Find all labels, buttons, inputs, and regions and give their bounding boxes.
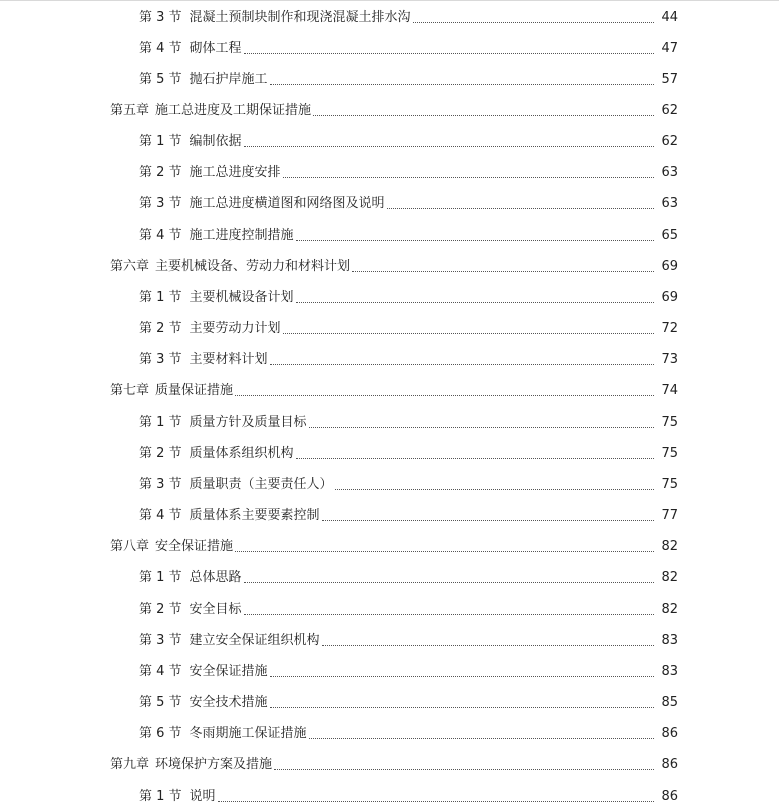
toc-entry-title: 建立安全保证组织机构 <box>189 633 320 648</box>
toc-entry-number: 第 3 节 <box>139 10 182 25</box>
toc-entry-page-number: 86 <box>661 757 678 772</box>
toc-entry-title: 安全保证措施 <box>155 539 234 554</box>
toc-entry-page-number: 69 <box>661 259 678 274</box>
toc-entry-title: 施工总进度横道图和网络图及说明 <box>189 196 385 211</box>
toc-entry-title: 抛石护岸施工 <box>189 72 268 87</box>
toc-entry-title: 主要机械设备、劳动力和材料计划 <box>155 259 351 274</box>
toc-entry-section[interactable] <box>0 409 779 431</box>
toc-entry-page-number: 47 <box>661 41 678 56</box>
toc-entry-page-number: 75 <box>661 415 678 430</box>
toc-entry-page-number: 44 <box>661 10 678 25</box>
toc-entry-section[interactable] <box>0 440 779 462</box>
toc-entry-chapter[interactable] <box>0 97 779 119</box>
toc-entry-number: 第九章 <box>110 757 150 772</box>
toc-entry-number: 第 2 节 <box>139 321 182 336</box>
toc-entry-number: 第 4 节 <box>139 41 182 56</box>
toc-entry-page-number: 62 <box>661 134 678 149</box>
toc-entry-section[interactable] <box>0 315 779 337</box>
toc-entry-title: 质量职责（主要责任人） <box>189 477 333 492</box>
toc-entry-section[interactable] <box>0 627 779 649</box>
toc-dot-leader <box>352 270 654 272</box>
toc-entry-title: 质量体系主要要素控制 <box>189 508 320 523</box>
toc-entry-title: 主要材料计划 <box>189 352 268 367</box>
toc-dot-leader <box>413 21 654 23</box>
toc-entry-page-number: 82 <box>661 602 678 617</box>
toc-entry-page-number: 63 <box>661 165 678 180</box>
toc-dot-leader <box>270 83 654 85</box>
toc-entry-number: 第 3 节 <box>139 477 182 492</box>
toc-entry-section[interactable] <box>0 720 779 742</box>
toc-entry-section[interactable] <box>0 346 779 368</box>
toc-entry-section[interactable] <box>0 658 779 680</box>
toc-entry-page-number: 75 <box>661 477 678 492</box>
toc-entry-chapter[interactable] <box>0 751 779 773</box>
toc-entry-title: 施工总进度安排 <box>189 165 281 180</box>
toc-entry-page-number: 74 <box>661 383 678 398</box>
toc-dot-leader <box>335 488 654 490</box>
toc-entry-title: 主要劳动力计划 <box>189 321 281 336</box>
toc-entry-page-number: 62 <box>661 103 678 118</box>
toc-dot-leader <box>283 176 654 178</box>
toc-entry-number: 第 2 节 <box>139 446 182 461</box>
toc-entry-section[interactable] <box>0 284 779 306</box>
toc-entry-number: 第 4 节 <box>139 664 182 679</box>
toc-entry-section[interactable] <box>0 66 779 88</box>
toc-dot-leader <box>322 644 654 646</box>
toc-entry-number: 第 5 节 <box>139 72 182 87</box>
toc-entry-page-number: 83 <box>661 633 678 648</box>
toc-dot-leader <box>235 550 654 552</box>
toc-entry-title: 混凝土预制块制作和现浇混凝土排水沟 <box>189 10 411 25</box>
toc-entry-number: 第 1 节 <box>139 134 182 149</box>
toc-entry-section[interactable] <box>0 35 779 57</box>
toc-entry-number: 第 5 节 <box>139 695 182 710</box>
toc-entry-section[interactable] <box>0 689 779 711</box>
toc-entry-section[interactable] <box>0 471 779 493</box>
toc-entry-number: 第 3 节 <box>139 196 182 211</box>
toc-dot-leader <box>296 239 654 241</box>
toc-dot-leader <box>296 301 654 303</box>
toc-entry-page-number: 77 <box>661 508 678 523</box>
toc-entry-number: 第 1 节 <box>139 290 182 305</box>
toc-entry-page-number: 75 <box>661 446 678 461</box>
toc-entry-section[interactable] <box>0 502 779 524</box>
toc-entry-title: 编制依据 <box>189 134 242 149</box>
toc-dot-leader <box>296 457 654 459</box>
toc-entry-number: 第 4 节 <box>139 508 182 523</box>
toc-dot-leader <box>244 613 654 615</box>
toc-entry-number: 第六章 <box>110 259 150 274</box>
toc-entry-number: 第 1 节 <box>139 570 182 585</box>
toc-entry-title: 总体思路 <box>189 570 242 585</box>
toc-entry-title: 安全保证措施 <box>189 664 268 679</box>
toc-entry-title: 主要机械设备计划 <box>189 290 294 305</box>
toc-entry-page-number: 72 <box>661 321 678 336</box>
toc-entry-section[interactable] <box>0 159 779 181</box>
toc-entry-section[interactable] <box>0 222 779 244</box>
toc-entry-number: 第八章 <box>110 539 150 554</box>
toc-entry-title: 施工进度控制措施 <box>189 228 294 243</box>
toc-dot-leader <box>244 581 654 583</box>
toc-entry-page-number: 86 <box>661 726 678 741</box>
toc-entry-section[interactable] <box>0 783 779 805</box>
toc-dot-leader <box>244 145 654 147</box>
toc-entry-page-number: 57 <box>661 72 678 87</box>
toc-entry-number: 第 2 节 <box>139 602 182 617</box>
toc-entry-page-number: 83 <box>661 664 678 679</box>
toc-entry-chapter[interactable] <box>0 533 779 555</box>
toc-entry-title: 砌体工程 <box>189 41 242 56</box>
toc-entry-section[interactable] <box>0 4 779 26</box>
toc-entry-page-number: 82 <box>661 539 678 554</box>
toc-dot-leader <box>270 675 654 677</box>
toc-entry-page-number: 63 <box>661 196 678 211</box>
toc-entry-page-number: 73 <box>661 352 678 367</box>
toc-entry-number: 第 6 节 <box>139 726 182 741</box>
toc-dot-leader <box>387 207 654 209</box>
toc-dot-leader <box>218 800 654 802</box>
toc-entry-page-number: 86 <box>661 789 678 804</box>
toc-entry-title: 安全目标 <box>189 602 242 617</box>
toc-dot-leader <box>309 737 654 739</box>
toc-entry-title: 冬雨期施工保证措施 <box>189 726 307 741</box>
toc-dot-leader <box>283 332 654 334</box>
toc-dot-leader <box>270 706 654 708</box>
toc-entry-section[interactable] <box>0 128 779 150</box>
toc-entry-number: 第 3 节 <box>139 633 182 648</box>
toc-entry-number: 第 1 节 <box>139 789 182 804</box>
toc-dot-leader <box>235 394 654 396</box>
toc-entry-chapter[interactable] <box>0 253 779 275</box>
toc-entry-title: 环境保护方案及措施 <box>155 757 273 772</box>
toc-entry-number: 第 1 节 <box>139 415 182 430</box>
toc-dot-leader <box>274 768 654 770</box>
toc-entry-title: 安全技术措施 <box>189 695 268 710</box>
toc-dot-leader <box>309 426 654 428</box>
toc-entry-number: 第 3 节 <box>139 352 182 367</box>
toc-entry-title: 质量保证措施 <box>155 383 234 398</box>
toc-entry-number: 第 4 节 <box>139 228 182 243</box>
toc-entry-page-number: 82 <box>661 570 678 585</box>
toc-entry-section[interactable] <box>0 564 779 586</box>
toc-entry-number: 第五章 <box>110 103 150 118</box>
toc-entry-section[interactable] <box>0 596 779 618</box>
toc-entry-page-number: 69 <box>661 290 678 305</box>
toc-entry-section[interactable] <box>0 190 779 212</box>
toc-entry-number: 第七章 <box>110 383 150 398</box>
toc-dot-leader <box>313 114 654 116</box>
toc-entry-title: 质量体系组织机构 <box>189 446 294 461</box>
toc-entry-page-number: 85 <box>661 695 678 710</box>
toc-entry-number: 第 2 节 <box>139 165 182 180</box>
toc-dot-leader <box>270 363 654 365</box>
toc-entry-chapter[interactable] <box>0 377 779 399</box>
toc-dot-leader <box>244 52 654 54</box>
toc-entry-title: 质量方针及质量目标 <box>189 415 307 430</box>
toc-entry-title: 说明 <box>189 789 216 804</box>
toc-entry-title: 施工总进度及工期保证措施 <box>155 103 312 118</box>
toc-dot-leader <box>322 519 654 521</box>
toc-entry-page-number: 65 <box>661 228 678 243</box>
